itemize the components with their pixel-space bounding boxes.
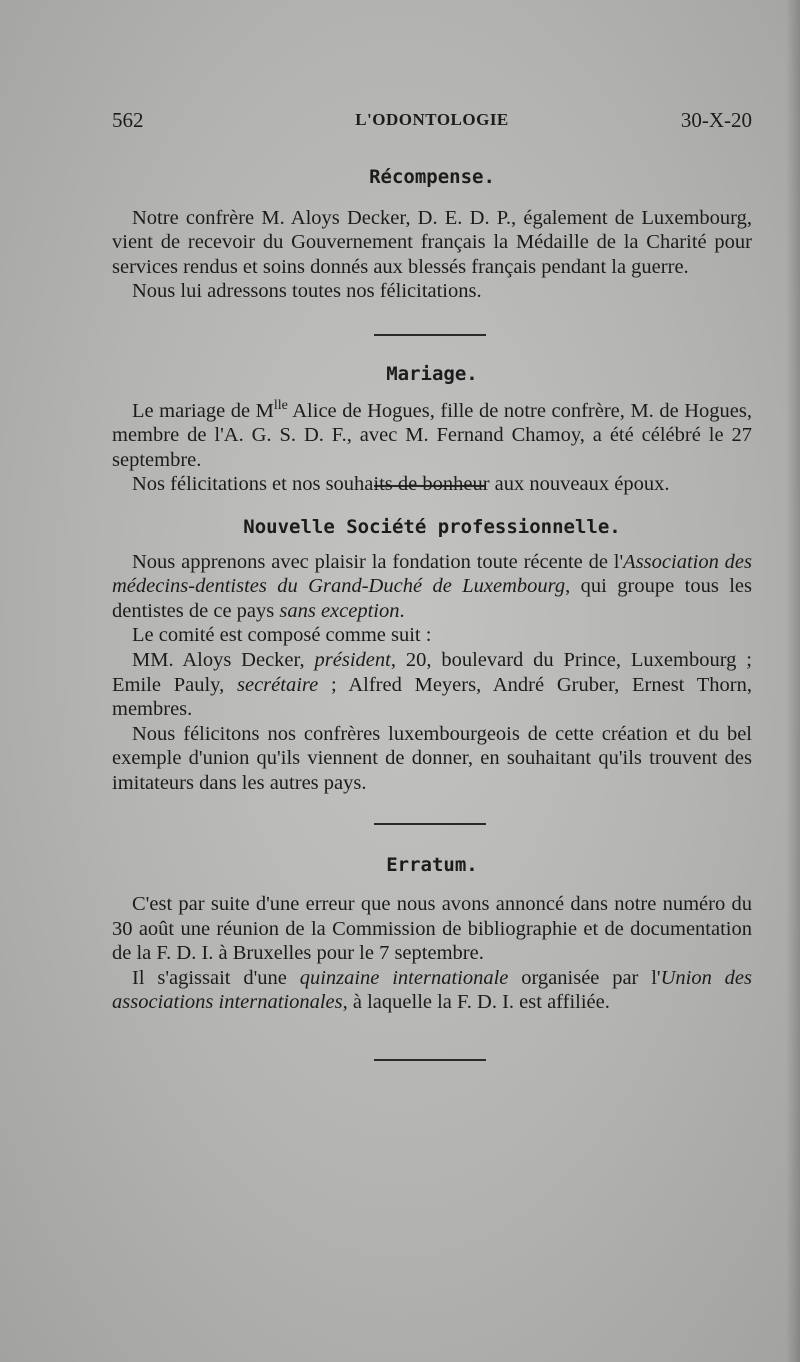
section-title-mariage: Mariage. xyxy=(386,362,478,385)
paragraph: Le comité est composé comme suit : xyxy=(132,624,432,647)
issue-date: 30-X-20 xyxy=(680,108,752,132)
paragraph: Nous félicitons nos confrères luxembourgeois de cette création et du bel exemple d'union qu'ils viennent de donner, en souhaitant qu'ils trouvent des imitateurs dans les autres pays. xyxy=(112,722,752,794)
paragraph: Il s'agissait d'une quinzaine internationale organisée par l'Union des associations internationales, à laquelle la F. D. I. est affiliée. xyxy=(112,966,752,1014)
page-number: 562 xyxy=(112,108,144,132)
paragraph: Notre confrère M. Aloys Decker, D. E. D. P., également de Luxembourg, vient de recevoir du Gouvernement français la Médaille de la Charité pour services rendus et soins donnés aux blessés français pendant la guerre. xyxy=(112,206,752,278)
article-body xyxy=(112,165,752,1061)
paragraph: Nous lui adressons toutes nos félicitations. xyxy=(132,280,482,303)
running-title: L'ODONTOLOGIE xyxy=(355,110,509,129)
section-title-societe: Nouvelle Société professionnelle. xyxy=(243,515,621,538)
paragraph: Le mariage de $M^{lle}$ Alice de Hogues, fille de notre confrère, M. de Hogues, membre de l'A. G. S. D. F., avec M. Fernand Chamoy, a été célébré le 27 septembre. xyxy=(112,397,752,471)
page-header xyxy=(112,108,752,138)
paragraph: Nos félicitations et nos souhaits de bonheur aux nouveaux époux. xyxy=(132,473,670,496)
section-divider xyxy=(374,1059,486,1061)
paragraph: C'est par suite d'une erreur que nous avons annoncé dans notre numéro du 30 août une réunion de la Commission de bibliographie et de documentation de la F. D. I. à Bruxelles pour le 7 septembre. xyxy=(112,893,752,965)
section-title-erratum: Erratum. xyxy=(386,854,478,877)
section-title-recompense: Récompense. xyxy=(369,166,495,188)
paragraph: MM. Aloys Decker, président, 20, boulevard du Prince, Luxembourg ; Emile Pauly, secrétaire ; Alfred Meyers, André Gruber, Ernest Thorn, membres. xyxy=(112,648,752,721)
paragraph: Nous apprenons avec plaisir la fondation toute récente de l'Association des médecins-dentistes du Grand-Duché de Luxembourg, qui groupe tous les dentistes de ce pays sans exception. xyxy=(112,550,753,622)
